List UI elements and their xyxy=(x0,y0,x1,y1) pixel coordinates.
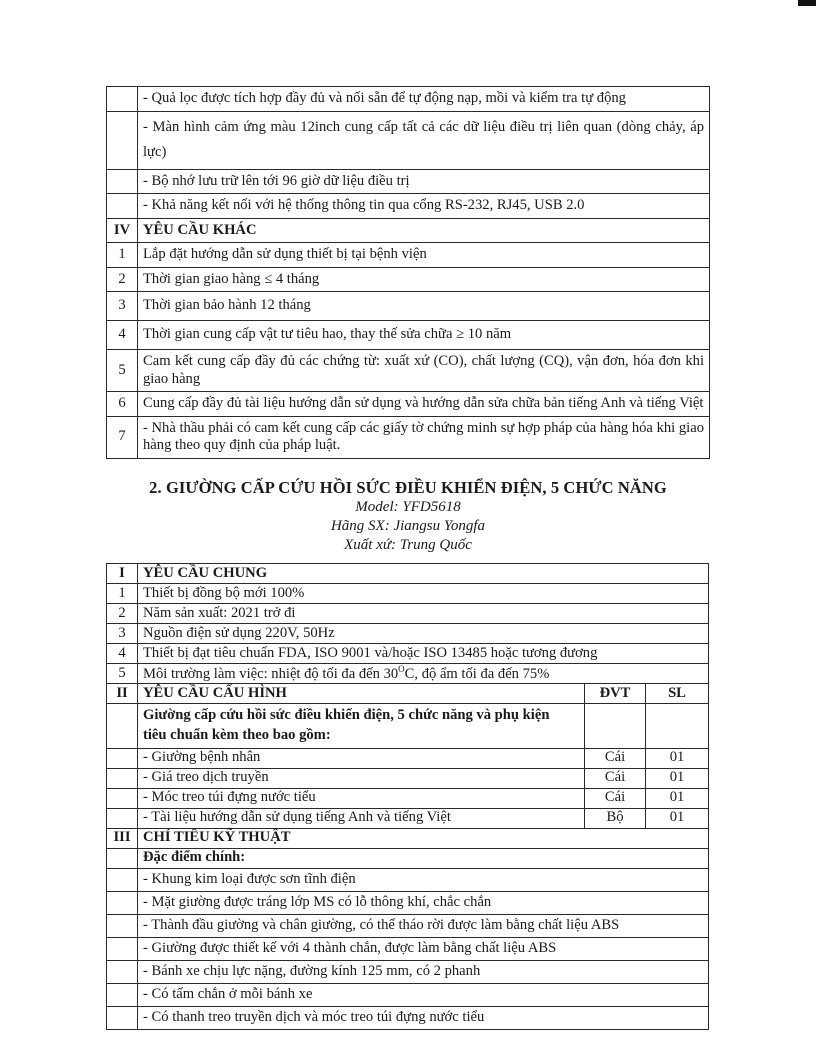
row-number: 5 xyxy=(107,350,138,392)
product-model: Model: YFD5618 xyxy=(355,499,461,515)
spec-text: - Khung kim loại được sơn tĩnh điện xyxy=(138,868,709,891)
row-number: 4 xyxy=(107,644,138,664)
table-row xyxy=(107,267,710,292)
table-row xyxy=(107,748,709,768)
table-row xyxy=(107,1006,709,1029)
row-number: 4 xyxy=(107,321,138,350)
section-number: IV xyxy=(107,218,138,243)
section-title: YÊU CẦU CHUNG xyxy=(138,564,709,584)
quantity-cell xyxy=(646,704,709,748)
scan-corner-mark xyxy=(798,0,816,6)
row-number-cell xyxy=(107,937,138,960)
section-title: YÊU CẦU KHÁC xyxy=(138,218,710,243)
table-row xyxy=(107,868,709,891)
table-row xyxy=(107,584,709,604)
spec-cell: - Quả lọc được tích hợp đầy đủ và nối sẵn để tự động nạp, mồi và kiểm tra tự động xyxy=(138,87,710,112)
section-title: YÊU CẦU CẤU HÌNH xyxy=(138,684,585,704)
table-row xyxy=(107,321,710,350)
text-before: Môi trường làm việc: nhiệt độ tối đa đến 30 xyxy=(143,665,399,682)
section-header-row xyxy=(107,564,709,584)
table-row xyxy=(107,392,710,417)
table-row xyxy=(107,808,709,828)
row-number-cell xyxy=(107,914,138,937)
spec-text: - Giường được thiết kế với 4 thành chắn, được làm bằng chất liệu ABS xyxy=(138,937,709,960)
section-header-row xyxy=(107,684,709,704)
unit-column-header: ĐVT xyxy=(585,684,646,704)
spec-text: - Mặt giường được tráng lớp MS có lỗ thông khí, chắc chắn xyxy=(138,891,709,914)
row-number-cell xyxy=(107,808,138,828)
spec-text: - Có tấm chắn ở mỗi bánh xe xyxy=(138,983,709,1006)
table-row xyxy=(107,169,710,194)
spec-text: - Bánh xe chịu lực nặng, đường kính 125 mm, có 2 phanh xyxy=(138,960,709,983)
config-intro: Giường cấp cứu hồi sức điều khiển điện, 5 chức năng và phụ kiện tiêu chuẩn kèm theo bao gồm: xyxy=(138,704,585,748)
row-number-cell xyxy=(107,748,138,768)
unit-cell xyxy=(585,704,646,748)
table-row xyxy=(107,983,709,1006)
table-row xyxy=(107,960,709,983)
row-number-cell xyxy=(107,768,138,788)
unit-cell: Cái xyxy=(585,768,646,788)
table-row xyxy=(107,243,710,268)
row-number-cell xyxy=(107,868,138,891)
row-number: 2 xyxy=(107,604,138,624)
item-text: - Tài liệu hướng dẫn sử dụng tiếng Anh và tiếng Việt xyxy=(138,808,585,828)
spec-cell: - Khả năng kết nối với hệ thống thông tin qua cổng RS-232, RJ45, USB 2.0 xyxy=(138,194,710,219)
table-row xyxy=(107,292,710,321)
text-after: C, độ ẩm tối đa đến 75% xyxy=(404,665,550,682)
spec-cell: - Màn hình cảm ứng màu 12inch cung cấp tất cả các dữ liệu điều trị liên quan (dòng chảy, áp lực) xyxy=(138,111,710,169)
row-number: 1 xyxy=(107,584,138,604)
table-row xyxy=(107,604,709,624)
row-number-cell xyxy=(107,983,138,1006)
row-text: Thời gian giao hàng ≤ 4 tháng xyxy=(138,267,710,292)
table-row xyxy=(107,664,709,684)
row-number-cell xyxy=(107,194,138,219)
row-text: Thời gian bảo hành 12 tháng xyxy=(138,292,710,321)
item-text: - Giá treo dịch truyền xyxy=(138,768,585,788)
product-origin: Xuất xứ: Trung Quốc xyxy=(344,537,472,553)
quantity-cell: 01 xyxy=(646,768,709,788)
degree-superscript: O xyxy=(398,664,405,674)
item-text: - Giường bệnh nhân xyxy=(138,748,585,768)
row-text xyxy=(138,664,709,684)
row-text: Thời gian cung cấp vật tư tiêu hao, thay thế sửa chữa ≥ 10 năm xyxy=(138,321,710,350)
table-row xyxy=(107,416,710,458)
spec-text: - Thành đầu giường và chân giường, có thể tháo rời được làm bằng chất liệu ABS xyxy=(138,914,709,937)
row-number-cell xyxy=(107,169,138,194)
row-text: Lắp đặt hướng dẫn sử dụng thiết bị tại bệnh viện xyxy=(138,243,710,268)
section-number: II xyxy=(107,684,138,704)
row-number: 1 xyxy=(107,243,138,268)
section-header-row xyxy=(107,218,710,243)
spec-cell: - Bộ nhớ lưu trữ lên tới 96 giờ dữ liệu điều trị xyxy=(138,169,710,194)
row-number: 7 xyxy=(107,416,138,458)
row-number-cell xyxy=(107,704,138,748)
table-row xyxy=(107,937,709,960)
row-text: Thiết bị đồng bộ mới 100% xyxy=(138,584,709,604)
table-row xyxy=(107,848,709,868)
section-number: III xyxy=(107,828,138,848)
item-text: - Móc treo túi đựng nước tiểu xyxy=(138,788,585,808)
row-number-cell xyxy=(107,788,138,808)
subheading: Đặc điểm chính: xyxy=(138,848,709,868)
product-manufacturer: Hãng SX: Jiangsu Yongfa xyxy=(330,518,486,534)
quantity-cell: 01 xyxy=(646,748,709,768)
row-number: 3 xyxy=(107,292,138,321)
row-text: - Nhà thầu phải có cam kết cung cấp các giấy tờ chứng minh sự hợp pháp của hàng hóa khi giao hàng theo quy định của pháp luật. xyxy=(138,416,710,458)
row-number-cell xyxy=(107,960,138,983)
table-row xyxy=(107,111,710,169)
table-row xyxy=(107,194,710,219)
table-row xyxy=(107,914,709,937)
section-header-row xyxy=(107,828,709,848)
quantity-column-header: SL xyxy=(646,684,709,704)
row-number-cell xyxy=(107,87,138,112)
row-number-cell xyxy=(107,891,138,914)
row-text: Thiết bị đạt tiêu chuẩn FDA, ISO 9001 và/hoặc ISO 13485 hoặc tương đương xyxy=(138,644,709,664)
requirements-table-continued xyxy=(106,86,710,459)
table-row xyxy=(107,768,709,788)
unit-cell: Cái xyxy=(585,748,646,768)
spec-text: - Có thanh treo truyền dịch và móc treo túi đựng nước tiểu xyxy=(138,1006,709,1029)
row-number-cell xyxy=(107,111,138,169)
section-title: CHỈ TIÊU KỸ THUẬT xyxy=(138,828,709,848)
table-row xyxy=(107,350,710,392)
quantity-cell: 01 xyxy=(646,788,709,808)
table-row xyxy=(107,87,710,112)
row-number: 3 xyxy=(107,624,138,644)
product-heading xyxy=(0,478,816,555)
row-text: Cung cấp đầy đủ tài liệu hướng dẫn sử dụng và hướng dẫn sửa chữa bản tiếng Anh và tiếng Việt xyxy=(138,392,710,417)
unit-cell: Cái xyxy=(585,788,646,808)
row-text: Nguồn điện sử dụng 220V, 50Hz xyxy=(138,624,709,644)
table-row xyxy=(107,624,709,644)
table-row xyxy=(107,644,709,664)
section-number: I xyxy=(107,564,138,584)
row-number: 6 xyxy=(107,392,138,417)
product-spec-table xyxy=(106,563,709,1030)
table-row xyxy=(107,788,709,808)
row-number-cell xyxy=(107,848,138,868)
table-row xyxy=(107,704,709,748)
row-text: Cam kết cung cấp đầy đủ các chứng từ: xuất xứ (CO), chất lượng (CQ), vận đơn, hóa đơn khi giao hàng xyxy=(138,350,710,392)
unit-cell: Bộ xyxy=(585,808,646,828)
table-row xyxy=(107,891,709,914)
quantity-cell: 01 xyxy=(646,808,709,828)
row-text: Năm sản xuất: 2021 trở đi xyxy=(138,604,709,624)
row-number: 5 xyxy=(107,664,138,684)
row-number-cell xyxy=(107,1006,138,1029)
product-title: 2. GIƯỜNG CẤP CỨU HỒI SỨC ĐIỀU KHIỂN ĐIỆN, 5 CHỨC NĂNG xyxy=(149,478,667,497)
row-number: 2 xyxy=(107,267,138,292)
